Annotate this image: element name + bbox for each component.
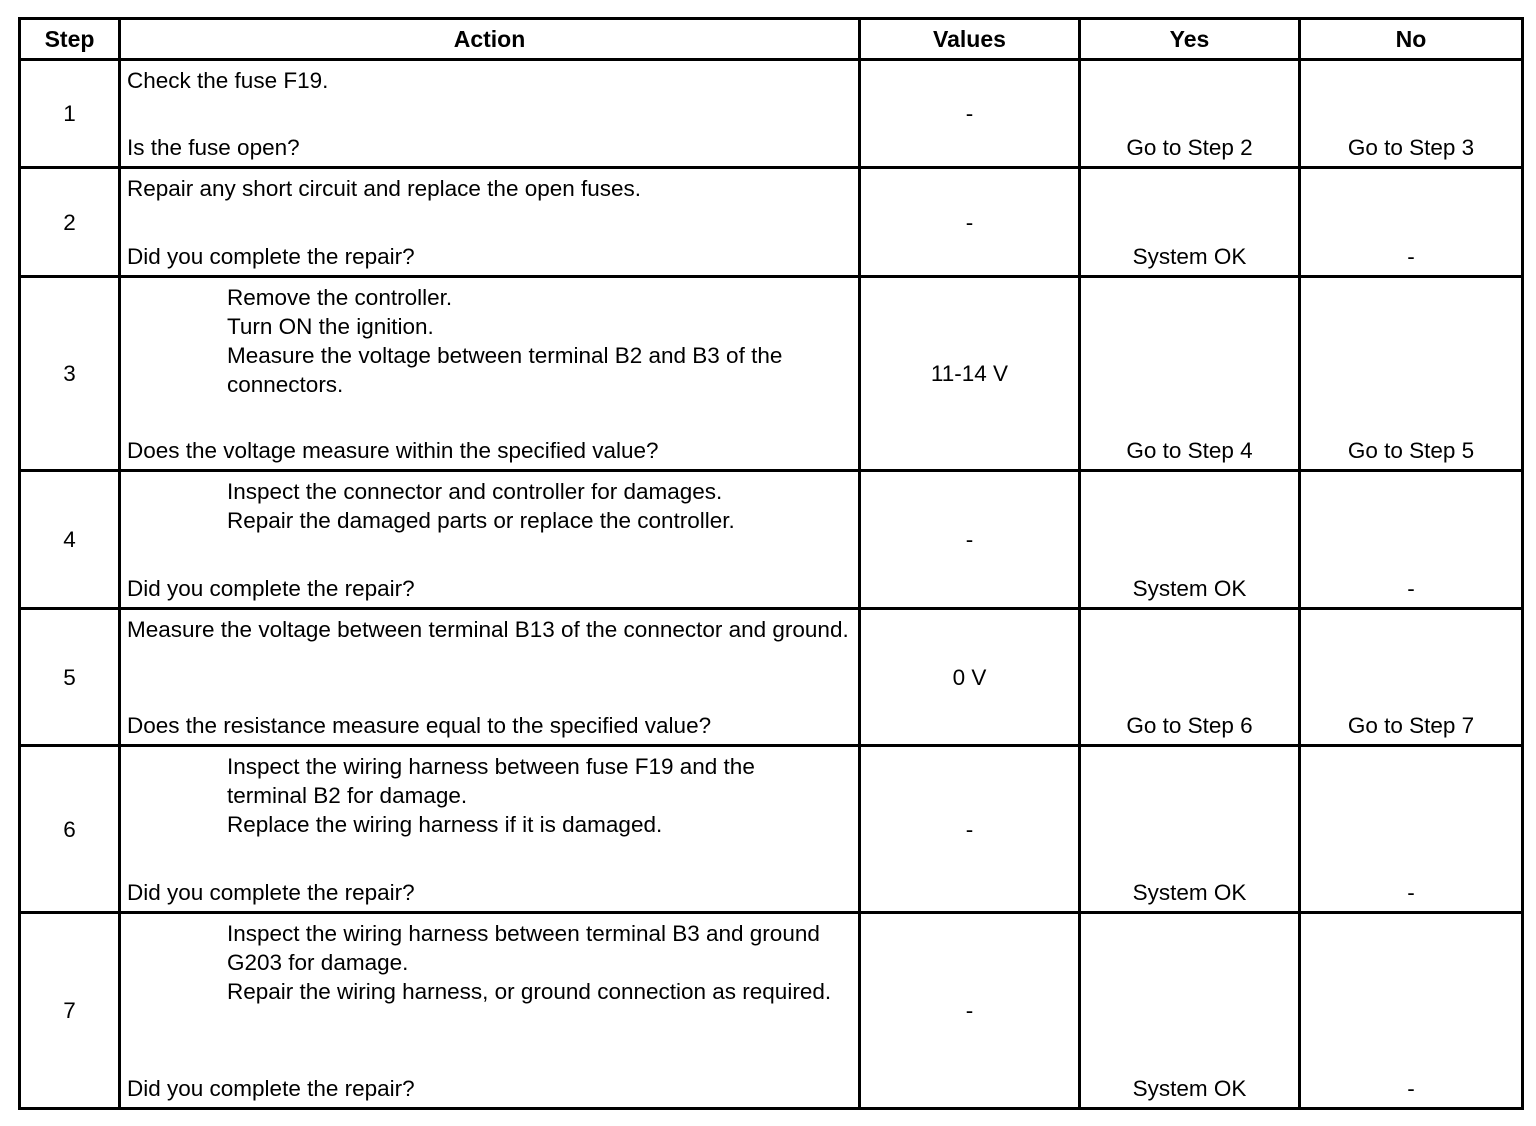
step-number: 6 [20,746,120,913]
yes-cell [1080,746,1300,913]
action-cell [120,913,860,1109]
yes-cell [1080,471,1300,609]
table-row [20,60,1523,168]
question-text: Does the resistance measure equal to the specified value? [127,713,712,738]
yes-cell [1080,60,1300,168]
no-cell [1300,746,1523,913]
value-cell: - [860,60,1080,168]
action-cell [120,277,860,471]
diagnostic-table [18,17,1524,1110]
step-number: 7 [20,913,120,1109]
header-action: Action [120,19,860,60]
no-outcome: - [1407,1076,1415,1101]
question-text: Does the voltage measure within the specified value? [127,438,659,463]
yes-outcome: System OK [1132,880,1247,905]
yes-outcome: Go to Step 2 [1126,135,1253,160]
table-row [20,168,1523,277]
table-row [20,277,1523,471]
table-row [20,913,1523,1109]
step-number: 3 [20,277,120,471]
value-cell: - [860,913,1080,1109]
instruction-text: Turn ON the ignition. [227,314,434,339]
header-values: Values [860,19,1080,60]
no-outcome: Go to Step 3 [1347,135,1475,160]
instruction-text: Remove the controller. [227,285,453,310]
question-text: Is the fuse open? [127,135,300,160]
no-cell [1300,913,1523,1109]
header-row [20,19,1523,60]
instruction-text: Check the fuse F19. [127,68,329,93]
no-outcome: - [1407,880,1415,905]
value-cell: - [860,471,1080,609]
instruction-text: Repair the wiring harness, or ground connection as required. [227,979,832,1004]
table-row [20,471,1523,609]
no-cell [1300,471,1523,609]
action-cell [120,168,860,277]
yes-outcome: Go to Step 6 [1126,713,1253,738]
instruction-text: Repair the damaged parts or replace the controller. [227,508,735,533]
value-cell: - [860,746,1080,913]
yes-outcome: System OK [1132,1076,1247,1101]
no-cell [1300,60,1523,168]
step-number: 4 [20,471,120,609]
instruction-text: Measure the voltage between terminal B2 and B3 of the connectors. [227,343,783,397]
yes-cell [1080,913,1300,1109]
table-row [20,746,1523,913]
value-cell: - [860,168,1080,277]
no-cell [1300,609,1523,746]
instruction-text: Inspect the wiring harness between fuse F19 and the terminal B2 for damage. [227,754,755,808]
instruction-text: Repair any short circuit and replace the open fuses. [127,176,642,201]
no-outcome: Go to Step 7 [1347,713,1475,738]
action-cell [120,60,860,168]
yes-outcome: System OK [1132,576,1247,601]
question-text: Did you complete the repair? [127,1076,415,1101]
yes-outcome: System OK [1132,244,1247,269]
table-row [20,609,1523,746]
header-yes: Yes [1080,19,1300,60]
question-text: Did you complete the repair? [127,880,415,905]
value-cell: 0 V [860,609,1080,746]
no-outcome: Go to Step 5 [1347,438,1475,463]
step-number: 5 [20,609,120,746]
instruction-text: Inspect the wiring harness between terminal B3 and ground G203 for damage. [227,921,820,975]
instruction-text: Measure the voltage between terminal B13 of the connector and ground. [127,617,849,642]
action-cell [120,746,860,913]
yes-cell [1080,609,1300,746]
no-outcome: - [1407,576,1415,601]
yes-cell [1080,277,1300,471]
action-cell [120,609,860,746]
no-cell [1300,277,1523,471]
action-cell [120,471,860,609]
no-cell [1300,168,1523,277]
yes-cell [1080,168,1300,277]
question-text: Did you complete the repair? [127,576,415,601]
instruction-text: Inspect the connector and controller for damages. [227,479,723,504]
header-no: No [1300,19,1523,60]
step-number: 1 [20,60,120,168]
value-cell: 11-14 V [860,277,1080,471]
step-number: 2 [20,168,120,277]
question-text: Did you complete the repair? [127,244,415,269]
header-step: Step [20,19,120,60]
yes-outcome: Go to Step 4 [1126,438,1253,463]
instruction-text: Replace the wiring harness if it is damaged. [227,812,663,837]
no-outcome: - [1407,244,1415,269]
